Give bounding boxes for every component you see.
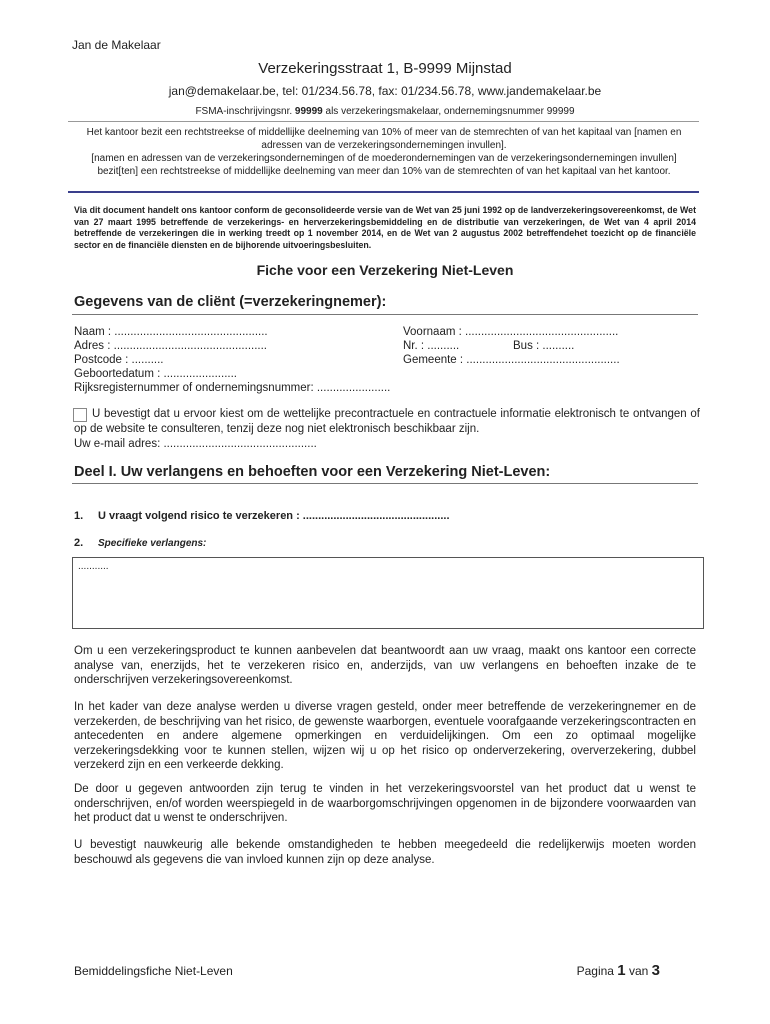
page-total: 3 (651, 962, 660, 979)
field-rijksregisternummer[interactable]: Rijksregisternummer of ondernemingsnummer: ....................... (74, 382, 391, 394)
paragraph-answers: De door u gegeven antwoorden zijn terug te vinden in het verzekeringsvoorstel van het product dat u wenst te onderschrijven, en/of worden weerspiegeld in de waarborgomschrijvingen opgenomen in de bijzondere voorwaarden van het product dat u wenst te onderschrijven. (74, 783, 696, 824)
field-postcode[interactable]: Postcode : .......... (74, 354, 164, 366)
form-title: Fiche voor een Verzekering Niet-Leven (256, 262, 514, 278)
company-contact: jan@demakelaar.be, tel: 01/234.56.78, fax: 01/234.56.78, www.jandemakelaar.be (168, 84, 602, 98)
field-gemeente[interactable]: Gemeente : ................................................ (403, 354, 620, 366)
question-2 (74, 537, 206, 549)
company-address: Verzekeringsstraat 1, B-9999 Mijnstad (258, 60, 512, 77)
fsma-line (0, 106, 770, 117)
part1-underline (72, 483, 698, 484)
client-section-underline (72, 314, 698, 315)
page-prefix: Pagina (576, 964, 618, 978)
paragraph-analysis-intro: Om u een verzekeringsproduct te kunnen aanbevelen dat beantwoordt aan uw vraag, maakt ons kantoor een correcte analyse van, enerzijds, het te verzekeren risico en, anderzijds, van uw verlangens en behoeften inzake de te onderschrijven verzekeringsovereenkomst. (74, 645, 696, 686)
legal-notice: Via dit document handelt ons kantoor conform de geconsolideerde versie van de Wet van 25 juni 1992 op de landverzekeringsovereenkomst, de Wet van 27 maart 1995 betreffende de verzekerings- en herverzekeringsbemiddeling en de distributie van verzekeringen, de Wet van 4 april 2014 betreffende de verzekeringen die in werking treedt op 1 november 2014, en de Wet van 2 augustus 2002 betreffendehet toezicht op de financiële sector en de financiële diensten en de bijhorende uitvoeringsbesluiten. (74, 205, 696, 250)
fsma-number: 99999 (294, 106, 323, 117)
disclosure-divider (68, 191, 699, 193)
client-section-heading: Gegevens van de cliënt (=verzekeringnemer): (74, 294, 387, 310)
field-voornaam[interactable]: Voornaam : ................................................ (403, 326, 619, 338)
field-bus[interactable]: Bus : .......... (513, 340, 575, 352)
field-nr[interactable]: Nr. : .......... (403, 340, 460, 352)
footer-document-name: Bemiddelingsfiche Niet-Leven (74, 964, 233, 978)
disclosure-line-1: Het kantoor bezit een rechtstreekse of middellijke deelneming van 10% of meer van de stemrechten of van het kapitaal van [namen en adressen van de verzekeringsondernemingen invullen]. (86, 127, 682, 151)
field-adres[interactable]: Adres : ................................................ (74, 340, 267, 352)
question-2-text: Specifieke verlangens: (98, 538, 207, 549)
question-1-number: 1. (74, 510, 84, 522)
field-email[interactable]: Uw e-mail adres: ................................................ (74, 438, 317, 450)
specific-wishes-textbox[interactable] (72, 557, 704, 629)
part1-heading: Deel I. Uw verlangens en behoeften voor een Verzekering Niet-Leven: (74, 464, 551, 480)
ownership-disclosure (70, 126, 698, 178)
company-name: Jan de Makelaar (72, 38, 161, 52)
question-1 (74, 510, 450, 522)
paragraph-confirmation: U bevestigt nauwkeurig alle bekende omstandigheden te hebben meegedeeld die redelijkerwijs moeten worden beschouwd als gegevens die van invloed kunnen zijn op deze analyse. (74, 839, 696, 866)
page-current: 1 (617, 962, 626, 979)
disclosure-line-2: [namen en adressen van de verzekeringsondernemingen of de moederondernemingen van de verzekeringsondernemingen invullen] bezit[ten] een rechtstreekse of middellijke deelneming van meer dan 10% van de stemrechten of van het kapitaal van het kantoor. (91, 153, 677, 177)
fsma-prefix: FSMA-inschrijvingsnr. (195, 106, 295, 117)
question-2-number: 2. (74, 537, 84, 549)
fsma-suffix: als verzekeringsmakelaar, ondernemingsnummer 99999 (322, 106, 575, 117)
header-divider (68, 121, 699, 122)
footer-page-number (577, 962, 660, 979)
page-mid: van (625, 964, 652, 978)
question-1-text[interactable]: U vraagt volgend risico te verzekeren : ................................................ (98, 510, 450, 522)
paragraph-analysis-questions: In het kader van deze analyse werden u diverse vragen gesteld, onder meer betreffende de verzekeringnemer en de verzekerden, de beschrijving van het risico, de gewenste waarborgen, eventuele voorafgaande verzekeringscontracten en antecedenten en andere algemene opmerkingen en verduidelijkingen. Om een zo optimaal mogelijke verzekeringsdekking voor te kunnen stellen, wijzen wij u op het risico op onderverzekering, oververzekering, dubbel verzekerd zijn en een verkeerde dekking. (74, 701, 696, 771)
electronic-consent-checkbox[interactable] (73, 408, 87, 422)
specific-wishes-placeholder: ........... (78, 561, 109, 572)
field-geboortedatum[interactable]: Geboortedatum : ....................... (74, 368, 237, 380)
electronic-consent-text: U bevestigt dat u ervoor kiest om de wettelijke precontractuele en contractuele informatie elektronisch te ontvangen of op de website te consulteren, tenzij deze nog niet elektronisch beschikbaar zijn. (74, 408, 700, 435)
field-naam[interactable]: Naam : ................................................ (74, 326, 268, 338)
